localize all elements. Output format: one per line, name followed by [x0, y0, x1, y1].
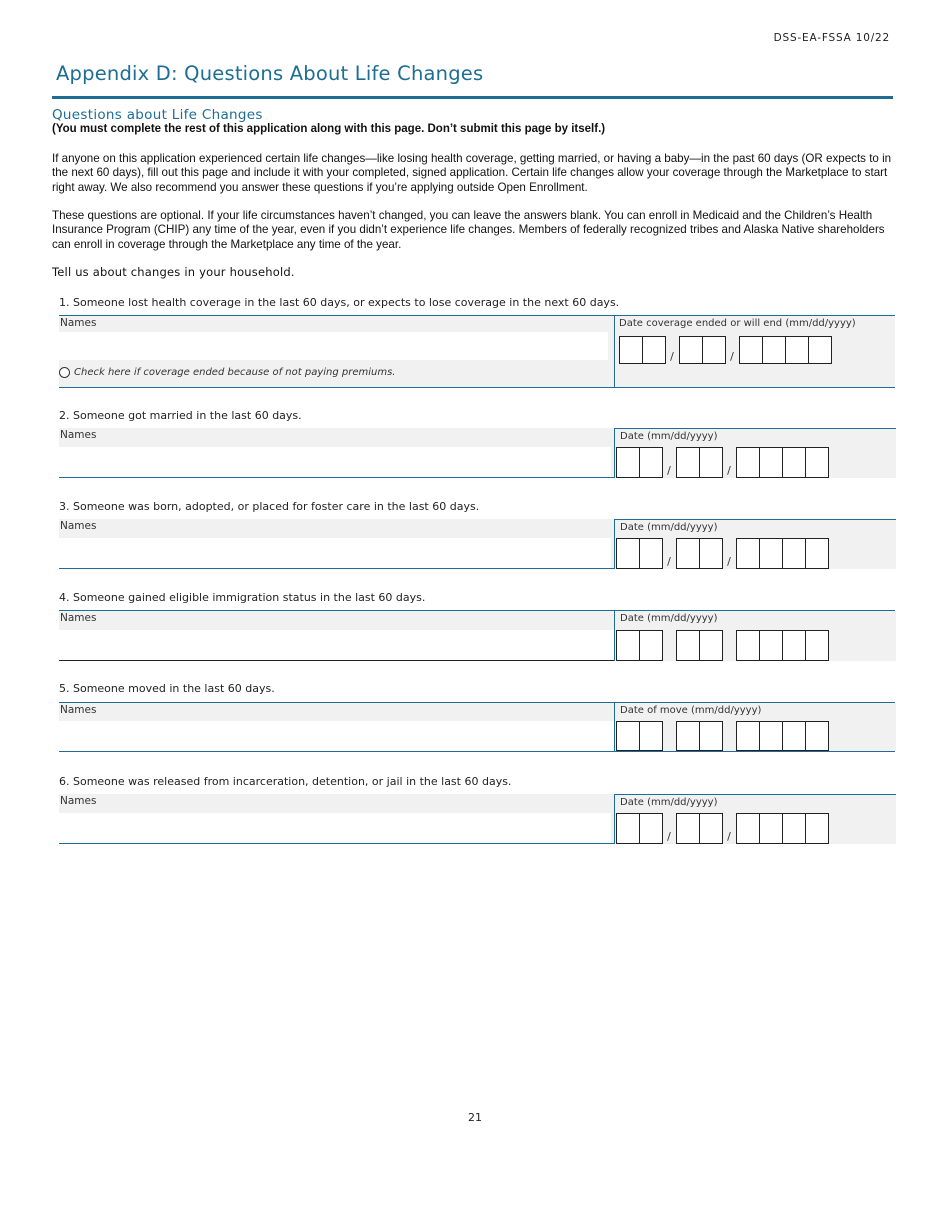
date-separator: /	[727, 830, 731, 843]
year-digit-3[interactable]	[782, 447, 806, 478]
year-digit-3[interactable]	[782, 721, 806, 751]
names-input[interactable]	[59, 538, 611, 568]
year-digit-1[interactable]	[736, 813, 760, 844]
date-label: Date (mm/dd/yyyy)	[620, 797, 718, 808]
date-separator: /	[670, 350, 674, 363]
date-input-group	[616, 538, 828, 569]
names-input[interactable]	[59, 813, 611, 843]
date-area	[614, 519, 896, 569]
month-digit-1[interactable]	[616, 721, 640, 751]
year-digit-4[interactable]	[805, 630, 829, 661]
question-6-text: 6. Someone was released from incarceration, detention, or jail in the last 60 days.	[59, 775, 512, 788]
question-1-text: 1. Someone lost health coverage in the last 60 days, or expects to lose coverage in the next 60 days.	[59, 296, 620, 309]
question-6-block	[59, 794, 895, 844]
names-area	[59, 428, 614, 477]
year-digit-2[interactable]	[759, 447, 783, 478]
year-digit-1[interactable]	[739, 336, 763, 364]
day-digit-2[interactable]	[702, 336, 726, 364]
page-number: 21	[468, 1111, 482, 1124]
day-digit-1[interactable]	[676, 630, 700, 661]
date-label: Date (mm/dd/yyyy)	[620, 431, 718, 442]
day-digit-1[interactable]	[679, 336, 703, 364]
year-digit-2[interactable]	[759, 813, 783, 844]
section-title: Questions about Life Changes	[52, 107, 263, 123]
year-digit-3[interactable]	[782, 630, 806, 661]
day-digit-2[interactable]	[699, 813, 723, 844]
question-3-block	[59, 519, 895, 569]
year-digit-2[interactable]	[762, 336, 786, 364]
date-separator	[662, 750, 676, 751]
question-2-text: 2. Someone got married in the last 60 days.	[59, 409, 302, 422]
date-input-group	[616, 630, 828, 661]
year-digit-4[interactable]	[805, 813, 829, 844]
title-divider	[52, 96, 893, 99]
names-label: Names	[60, 795, 97, 807]
date-input-group	[619, 336, 831, 364]
intro-paragraph: If anyone on this application experienced certain life changes—like losing health coverage, getting married, or having a baby—in the past 60 days (OR expects to in the next 60 days), fill out this page and include it with your completed, signed application. Certain life changes allow your coverage through the Marketplace to start right away. We also recommend you answer these questions if you’re applying outside Open Enrollment.	[52, 152, 892, 194]
question-5-block	[59, 702, 895, 752]
year-digit-1[interactable]	[736, 538, 760, 569]
day-digit-1[interactable]	[676, 447, 700, 478]
date-label: Date coverage ended or will end (mm/dd/yyyy)	[619, 318, 856, 329]
year-digit-1[interactable]	[736, 447, 760, 478]
year-digit-3[interactable]	[782, 538, 806, 569]
month-digit-2[interactable]	[639, 447, 663, 478]
date-input-group	[616, 447, 828, 478]
date-separator: /	[667, 464, 671, 477]
day-digit-2[interactable]	[699, 538, 723, 569]
year-digit-4[interactable]	[805, 721, 829, 751]
month-digit-1[interactable]	[616, 630, 640, 661]
year-digit-3[interactable]	[785, 336, 809, 364]
names-label: Names	[60, 429, 97, 441]
day-digit-2[interactable]	[699, 630, 723, 661]
question-2-block	[59, 428, 895, 478]
names-input[interactable]	[59, 630, 614, 660]
names-input[interactable]	[59, 447, 611, 477]
day-digit-2[interactable]	[699, 721, 723, 751]
month-digit-1[interactable]	[616, 447, 640, 478]
year-digit-2[interactable]	[759, 630, 783, 661]
date-input-group	[616, 813, 828, 844]
day-digit-1[interactable]	[676, 721, 700, 751]
year-digit-2[interactable]	[759, 721, 783, 751]
month-digit-1[interactable]	[616, 538, 640, 569]
nonpayment-checkbox-row[interactable]	[59, 367, 395, 378]
date-separator	[722, 660, 736, 661]
date-area	[614, 611, 896, 661]
question-4-text: 4. Someone gained eligible immigration status in the last 60 days.	[59, 591, 426, 604]
names-area	[59, 519, 614, 568]
month-digit-2[interactable]	[639, 630, 663, 661]
household-prompt: Tell us about changes in your household.	[52, 265, 295, 279]
year-digit-3[interactable]	[782, 813, 806, 844]
names-area	[59, 794, 614, 843]
date-separator	[662, 660, 676, 661]
month-digit-2[interactable]	[639, 813, 663, 844]
year-digit-1[interactable]	[736, 630, 760, 661]
names-input[interactable]	[59, 332, 608, 360]
year-digit-4[interactable]	[805, 538, 829, 569]
names-area	[59, 611, 614, 661]
optional-paragraph: These questions are optional. If your life circumstances haven’t changed, you can leave the answers blank. You can enroll in Medicaid and the Children’s Health Insurance Program (CHIP) any time of the year, even if you didn’t experience life changes. Members of federally recognized tribes and Alaska Native shareholders can enroll in coverage through the Marketplace any time of the year.	[52, 209, 885, 251]
date-area	[614, 428, 896, 478]
month-digit-2[interactable]	[639, 721, 663, 751]
names-label: Names	[60, 612, 97, 624]
nonpayment-checkbox-label: Check here if coverage ended because of not paying premiums.	[74, 367, 396, 378]
form-code: DSS-EA-FSSA 10/22	[773, 32, 890, 44]
date-separator: /	[727, 464, 731, 477]
names-area	[59, 703, 614, 751]
date-separator: /	[667, 830, 671, 843]
month-digit-1[interactable]	[619, 336, 643, 364]
month-digit-2[interactable]	[639, 538, 663, 569]
question-3-text: 3. Someone was born, adopted, or placed for foster care in the last 60 days.	[59, 500, 480, 513]
month-digit-2[interactable]	[642, 336, 666, 364]
date-separator	[722, 750, 736, 751]
question-4-block	[59, 610, 895, 661]
names-area	[59, 316, 615, 387]
section-note: (You must complete the rest of this application along with this page. Don’t submit this page by itself.)	[52, 123, 606, 135]
question-5-text: 5. Someone moved in the last 60 days.	[59, 682, 275, 695]
day-digit-2[interactable]	[699, 447, 723, 478]
page-title: Appendix D: Questions About Life Changes	[56, 62, 484, 85]
date-label: Date (mm/dd/yyyy)	[620, 522, 718, 533]
names-label: Names	[60, 317, 97, 329]
year-digit-2[interactable]	[759, 538, 783, 569]
date-area	[614, 703, 896, 751]
names-label: Names	[60, 520, 97, 532]
date-area	[616, 316, 895, 387]
date-label: Date of move (mm/dd/yyyy)	[620, 705, 762, 716]
day-digit-1[interactable]	[676, 813, 700, 844]
day-digit-1[interactable]	[676, 538, 700, 569]
nonpayment-checkbox[interactable]	[59, 367, 70, 378]
year-digit-1[interactable]	[736, 721, 760, 751]
names-label: Names	[60, 704, 97, 716]
date-separator: /	[727, 555, 731, 568]
date-input-group	[616, 721, 828, 751]
year-digit-4[interactable]	[805, 447, 829, 478]
month-digit-1[interactable]	[616, 813, 640, 844]
date-separator: /	[667, 555, 671, 568]
year-digit-4[interactable]	[808, 336, 832, 364]
names-input[interactable]	[59, 721, 614, 751]
date-area	[614, 794, 896, 844]
date-label: Date (mm/dd/yyyy)	[620, 613, 718, 624]
question-1-block	[59, 315, 895, 388]
date-separator: /	[730, 350, 734, 363]
